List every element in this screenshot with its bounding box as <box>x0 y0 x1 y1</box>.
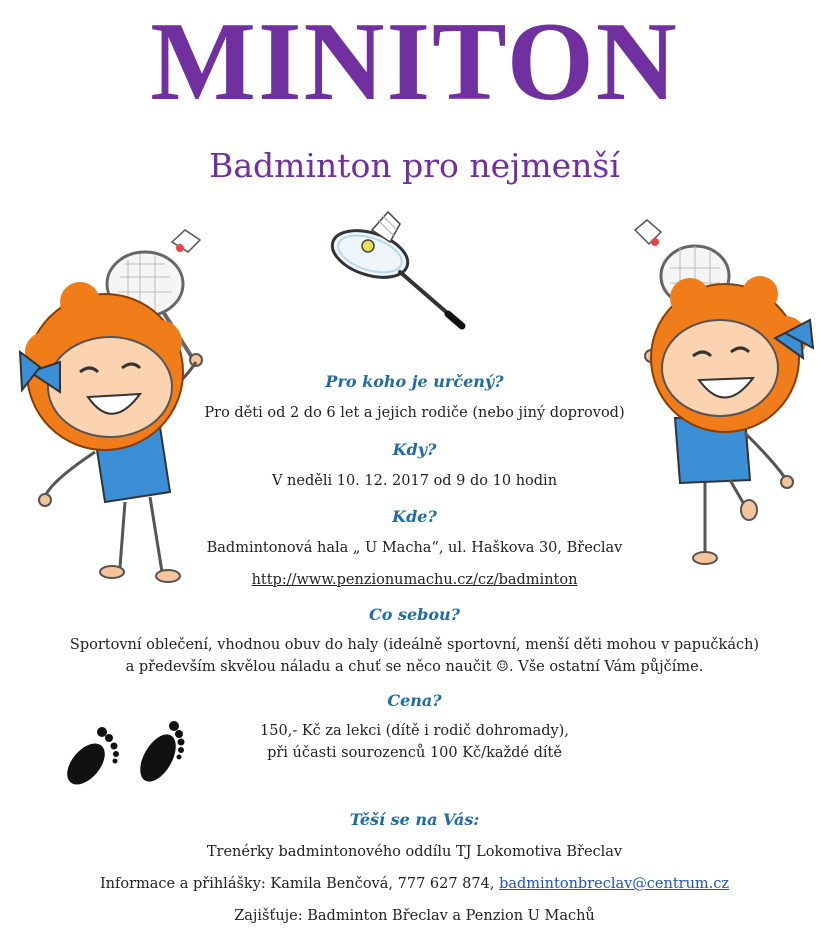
price-text-line1: 150,- Kč za lekci (dítě i rodič dohromady), <box>260 723 569 739</box>
price-text-line2: při účasti sourozenců 100 Kč/každé dítě <box>267 745 562 761</box>
contact-line <box>0 876 829 892</box>
bring-heading: Co sebou? <box>368 605 461 624</box>
page-subtitle: Badminton pro nejmenší <box>209 146 620 185</box>
contact-prefix: Informace a přihlášky: Kamila Benčová, 777 627 874, <box>99 876 500 892</box>
page-title: MINITON <box>150 0 679 124</box>
bring-text-line2: a především skvělou náladu a chuť se něco naučit ☺. Vše ostatní Vám půjčíme. <box>125 659 704 675</box>
where-text: Badmintonová hala „ U Macha“, ul. Haškova 30, Břeclav <box>206 540 623 556</box>
for-whom-heading: Pro koho je určený? <box>325 372 504 391</box>
where-heading: Kde? <box>392 507 437 526</box>
racket-shuttlecock-illustration <box>330 208 470 333</box>
email-link[interactable]: badmintonbreclav@centrum.cz <box>499 876 730 892</box>
bring-text-line1: Sportovní oblečení, vhodnou obuv do haly (ideálně sportovní, menší děti mohou v papučkách) <box>69 637 760 653</box>
coaches-text: Trenérky badmintonového oddílu TJ Lokomotiva Břeclav <box>206 844 623 860</box>
venue-link[interactable]: http://www.penzionumachu.cz/cz/badminton <box>251 572 578 588</box>
when-heading: Kdy? <box>392 440 437 459</box>
price-heading: Cena? <box>387 691 442 710</box>
greeting-heading: Těší se na Vás: <box>349 810 480 829</box>
for-whom-text: Pro děti od 2 do 6 let a jejich rodiče (nebo jiný doprovod) <box>204 405 625 421</box>
when-text: V neděli 10. 12. 2017 od 9 do 10 hodin <box>271 473 558 489</box>
provided-by-text: Zajišťuje: Badminton Břeclav a Penzion U Machů <box>234 908 595 924</box>
